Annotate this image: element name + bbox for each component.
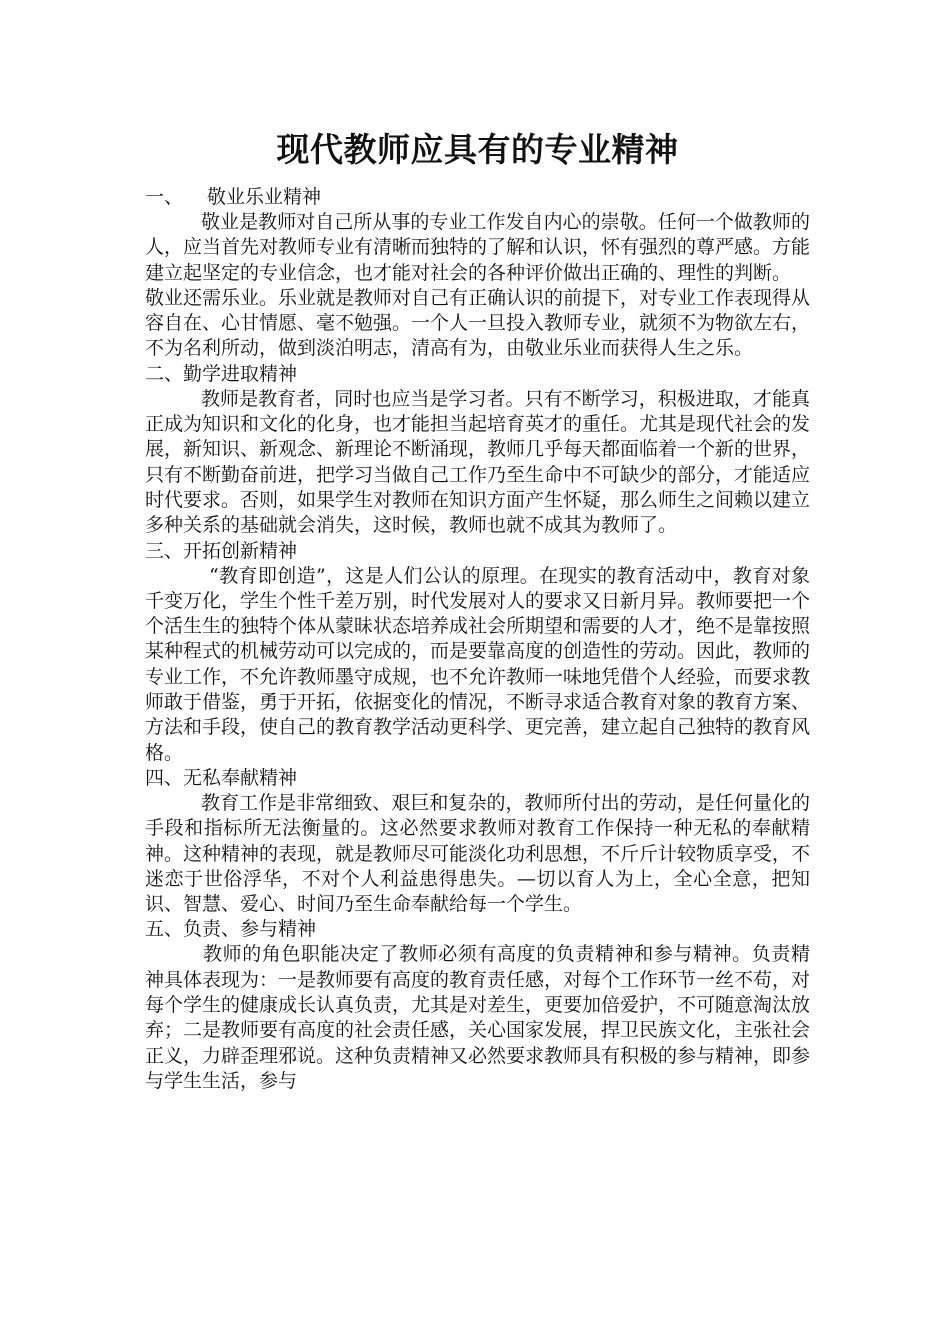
document-title: 现代教师应具有的专业精神 (276, 130, 679, 169)
section-heading (145, 917, 810, 942)
paragraph: 教师的角色职能决定了教师必须有高度的负责精神和参与精神。负责精神具体表现为：一是教师要有高度的教育责任感，对每个工作环节一丝不苟，对每个学生的健康成长认真负责，尤其是对差生，更要加倍爱护，不可随意淘汰放弃；二是教师要有高度的社会责任感，关心国家发展，捍卫民族文化，主张社会正义，力辟歪理邪说。这种负责精神又必然要求教师具有积极的参与精神，即参与学生生活，参与 (145, 943, 811, 1092)
section-heading (145, 766, 810, 791)
section-heading (145, 539, 810, 564)
section-number: 五、 (145, 918, 184, 941)
section-3 (145, 539, 810, 766)
section-2 (145, 362, 810, 539)
section-title: 无私奉献精神 (183, 766, 298, 789)
paragraph: 教育工作是非常细致、艰巨和复杂的，教师所付出的劳动，是任何量化的手段和指标所无法衡量的。这必然要求教师对教育工作保持一种无私的奉献精神。这种精神的表现，就是教师尽可能淡化功利思想，不斤斤计较物质享受，不迷恋于世俗浮华，不对个人利益患得患失。—切以育人为上，全心全意，把知识、智慧、爱心、时间乃至生命奉献给每一个学生。 (145, 791, 811, 916)
section-number: 四、 (145, 766, 184, 789)
section-heading (145, 185, 810, 210)
section-1 (145, 185, 810, 362)
section-number: 三、 (145, 539, 184, 562)
section-number: 二、 (145, 362, 184, 385)
paragraph: “教育即创造”，这是人们公认的原理。在现实的教育活动中，教育对象千变万化，学生个性千差万别，时代发展对人的要求又日新月异。教师要把一个个活生生的独特个体从蒙昧状态培养成社会所期望和需要的人才，绝不是靠按照某种程式的机械劳动可以完成的，而是要靠高度的创造性的劳动。因此，教师的专业工作，不允许教师墨守成规，也不允许教师一味地凭借个人经验，而要求教师敢于借鉴，勇于开拓，依据变化的情况，不断寻求适合教育对象的教育方案、方法和手段，使自己的教育教学活动更科学、更完善，建立起自己独特的教育风格。 (145, 564, 811, 764)
paragraph: 敬业还需乐业。乐业就是教师对自己有正确认识的前提下，对专业工作表现得从容自在、心甘情愿、毫不勉强。一个人一旦投入教师专业，就须不为物欲左右，不为名利所动，做到淡泊明志，清高有为，由敬业乐业而获得人生之乐。 (145, 286, 811, 360)
document-page (145, 128, 810, 1094)
section-title: 敬业乐业精神 (207, 186, 322, 208)
paragraph: 敬业是教师对自己所从事的专业工作发自内心的崇敬。任何一个做教师的人，应当首先对教师专业有清晰而独特的了解和认识，怀有强烈的尊严感。方能建立起坚定的专业信念，也才能对社会的各种评价做出正确的、理性的判断。 (145, 211, 811, 284)
section-heading (145, 362, 810, 387)
section-title: 负责、参与精神 (183, 918, 317, 941)
section-number: 一、 (145, 186, 184, 208)
section-4 (145, 766, 810, 917)
paragraph: 教师是教育者，同时也应当是学习者。只有不断学习，积极进取，才能真正成为知识和文化的化身，也才能担当起培育英才的重任。尤其是现代社会的发展，新知识、新观念、新理论不断涌现，教师几乎每天都面临着一个新的世界，只有不断勤奋前进，把学习当做自己工作乃至生命中不可缺少的部分，才能适应时代要求。否则，如果学生对教师在知识方面产生怀疑，那么师生之间赖以建立多种关系的基础就会消失，这时候，教师也就不成其为教师了。 (145, 387, 811, 537)
section-title: 开拓创新精神 (183, 539, 298, 562)
section-title: 勤学进取精神 (183, 362, 298, 385)
section-5 (145, 917, 810, 1094)
